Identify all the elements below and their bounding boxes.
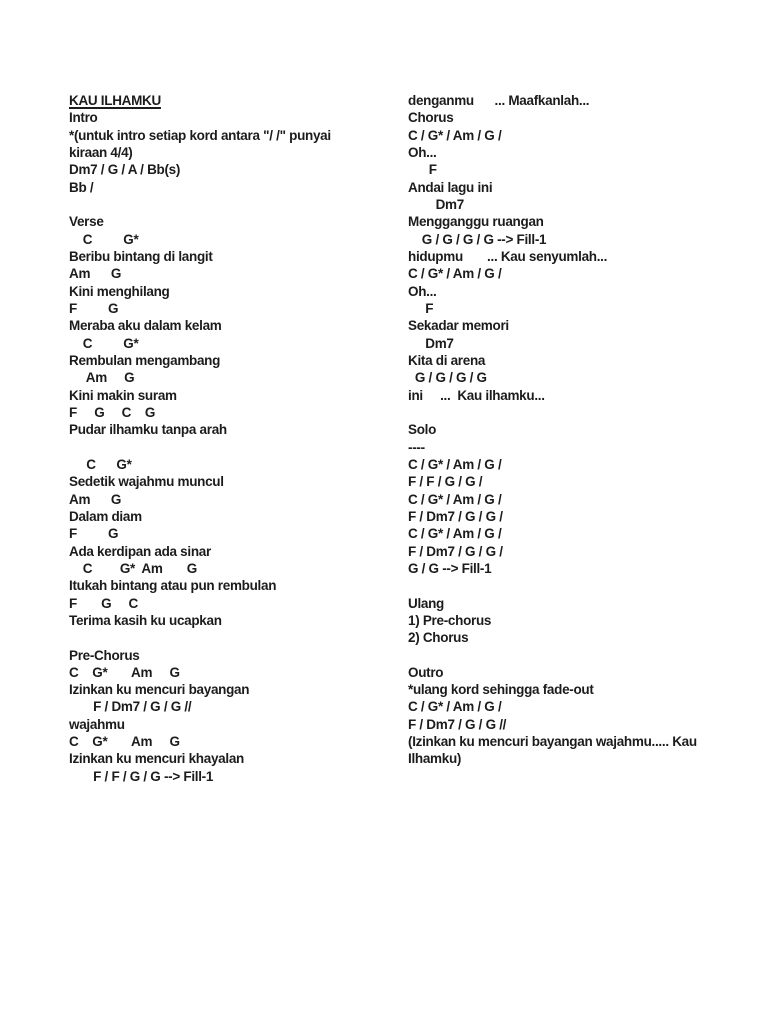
text-line: Oh... <box>408 283 437 299</box>
text-line: Oh... <box>408 144 437 160</box>
text-line: Sekadar memori <box>408 318 509 334</box>
text-line: ini ... Kau ilhamku... <box>408 387 545 403</box>
text-line: Chorus <box>408 110 454 126</box>
text-line: Itukah bintang atau pun rembulan <box>69 578 277 594</box>
text-line: Kini makin suram <box>69 387 177 403</box>
text-line: kiraan 4/4) <box>69 144 133 160</box>
text-line: wajahmu <box>69 716 125 732</box>
text-line <box>408 577 697 594</box>
text-line: denganmu ... Maafkanlah... <box>408 93 590 108</box>
text-line: F / F / G / G / <box>408 474 483 490</box>
text-line: Am G <box>69 491 122 507</box>
text-line: F / F / G / G --> Fill-1 <box>69 768 214 784</box>
text-line: F <box>408 300 434 316</box>
text-line: G / G / G / G <box>408 370 487 386</box>
text-line: Sedetik wajahmu muncul <box>69 474 224 490</box>
text-line: C / G* / Am / G / <box>408 699 502 715</box>
text-line: F / Dm7 / G / G // <box>408 716 507 732</box>
text-line: C G* Am G <box>69 664 180 680</box>
text-line <box>69 629 331 646</box>
text-line <box>408 404 697 421</box>
text-line: Rembulan mengambang <box>69 352 221 368</box>
text-line: Andai lagu ini <box>408 179 493 195</box>
text-line: ---- <box>408 439 425 455</box>
text-line: Pre-Chorus <box>69 647 140 663</box>
text-line <box>69 439 331 456</box>
text-line: F <box>408 162 437 178</box>
text-line: G / G --> Fill-1 <box>408 560 492 576</box>
song-title: KAU ILHAMKU <box>69 93 161 108</box>
text-line: Ulang <box>408 595 445 611</box>
text-line: *ulang kord sehingga fade-out <box>408 682 594 698</box>
text-line: Beribu bintang di langit <box>69 248 213 264</box>
text-line: G / G / G / G --> Fill-1 <box>408 231 547 247</box>
right-column <box>408 92 697 768</box>
text-line: Kita di arena <box>408 352 486 368</box>
text-line: C / G* / Am / G / <box>408 266 502 282</box>
text-line: Solo <box>408 422 437 438</box>
text-line: Meraba aku dalam kelam <box>69 318 222 334</box>
text-line: *(untuk intro setiap kord antara "/ /" punyai <box>69 127 331 143</box>
text-line: Ilhamku) <box>408 751 462 767</box>
text-line: C / G* / Am / G / <box>408 456 502 472</box>
text-line: Dm7 <box>408 335 454 351</box>
text-line: Bb / <box>69 179 94 195</box>
text-line: Dm7 <box>408 196 464 212</box>
text-line: C G* Am G <box>69 734 180 750</box>
text-line: C / G* / Am / G / <box>408 127 502 143</box>
text-line: Izinkan ku mencuri bayangan <box>69 682 250 698</box>
text-line: Verse <box>69 214 104 230</box>
text-line: Am G <box>69 370 135 386</box>
text-line: Mengganggu ruangan <box>408 214 544 230</box>
text-line: F G <box>69 526 119 542</box>
text-line: hidupmu ... Kau senyumlah... <box>408 248 608 264</box>
text-line: Kini menghilang <box>69 283 170 299</box>
text-line: Dm7 / G / A / Bb(s) <box>69 162 181 178</box>
left-column <box>69 92 331 785</box>
text-line: Pudar ilhamku tanpa arah <box>69 422 227 438</box>
text-line <box>69 196 331 213</box>
text-line: F G C <box>69 595 139 611</box>
text-line <box>408 647 697 664</box>
text-line: F G C G <box>69 404 156 420</box>
text-line: C G* <box>69 231 139 247</box>
text-line: C / G* / Am / G / <box>408 491 502 507</box>
text-line: Am G <box>69 266 122 282</box>
text-line: Ada kerdipan ada sinar <box>69 543 211 559</box>
text-line: Intro <box>69 110 98 126</box>
text-line: C G* <box>69 335 139 351</box>
text-line: Dalam diam <box>69 508 142 524</box>
text-line: C G* <box>69 456 132 472</box>
text-line: Outro <box>408 664 444 680</box>
text-line: F / Dm7 / G / G / <box>408 508 503 524</box>
text-line: Terima kasih ku ucapkan <box>69 612 222 628</box>
text-line: 1) Pre-chorus <box>408 612 492 628</box>
text-line: F G <box>69 300 119 316</box>
text-line: (Izinkan ku mencuri bayangan wajahmu..... Kau <box>408 734 697 750</box>
text-line: 2) Chorus <box>408 630 469 646</box>
text-line: F / Dm7 / G / G / <box>408 543 503 559</box>
text-line: F / Dm7 / G / G // <box>69 699 192 715</box>
text-line: C G* Am G <box>69 560 197 576</box>
text-line: C / G* / Am / G / <box>408 526 502 542</box>
text-line: Izinkan ku mencuri khayalan <box>69 751 244 767</box>
